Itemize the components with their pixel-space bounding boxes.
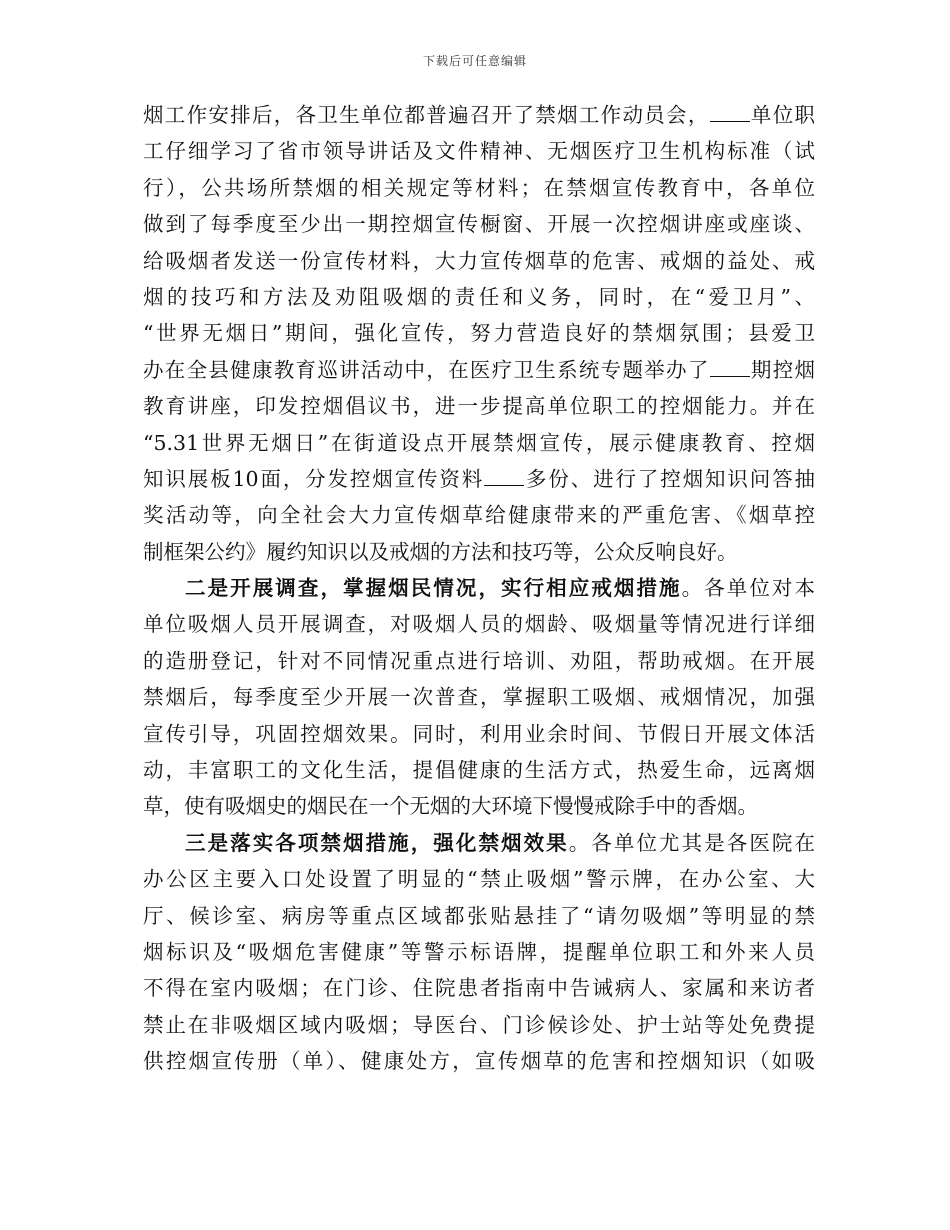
text-segment: 多份、进行了控烟知识问答抽 xyxy=(524,466,816,491)
text-line: 奖活动等，向全社会大力宣传烟草给健康带来的严重危害、《烟草控 xyxy=(143,503,815,528)
text-line xyxy=(143,461,815,497)
text-line: 行），公共场所禁烟的相关规定等材料；在禁烟宣传教育中，各单位 xyxy=(143,175,815,200)
text-line: 单位吸烟人员开展调查，对吸烟人员的烟龄、吸烟量等情况进行详细 xyxy=(143,612,815,637)
text-line: “世界无烟日”期间，强化宣传，努力营造良好的禁烟氛围；县爱卫 xyxy=(143,321,815,346)
blank-underline xyxy=(484,467,524,486)
text-segment: 期控烟 xyxy=(749,357,816,382)
text-segment: 。各单位对本 xyxy=(681,576,816,601)
text-line xyxy=(143,825,815,861)
paragraph-lead-heading: 二是开展调查，掌握烟民情况，实行相应戒烟措施 xyxy=(185,576,682,601)
text-segment: 单位职 xyxy=(749,103,816,127)
text-line xyxy=(143,352,815,388)
text-line: 给吸烟者发送一份宣传材料，大力宣传烟草的危害、戒烟的益处、戒 xyxy=(143,248,815,273)
text-line xyxy=(143,570,815,606)
document-body xyxy=(143,97,815,1080)
text-line: 动，丰富职工的文化生活，提倡健康的生活方式，热爱生命，远离烟 xyxy=(143,758,815,783)
text-line: 烟标识及“吸烟危害健康”等警示标语牌，提醒单位职工和外来人员 xyxy=(143,939,815,964)
text-line: 供控烟宣传册（单）、健康处方，宣传烟草的危害和控烟知识（如吸 xyxy=(143,1049,815,1074)
text-line: 工仔细学习了省市领导讲话及文件精神、无烟医疗卫生机构标准（试 xyxy=(143,139,815,164)
text-line: “5.31世界无烟日”在街道设点开展禁烟宣传，展示健康教育、控烟 xyxy=(143,430,815,455)
text-line: 的造册登记，针对不同情况重点进行培训、劝阻，帮助戒烟。在开展 xyxy=(143,648,815,673)
paragraph-lead-heading: 三是落实各项禁烟措施，强化禁烟效果 xyxy=(185,830,569,855)
text-segment: 办在全县健康教育巡讲活动中，在医疗卫生系统专题举办了 xyxy=(143,357,710,382)
text-line: 做到了每季度至少出一期控烟宣传橱窗、开展一次控烟讲座或座谈、 xyxy=(143,212,815,237)
text-line xyxy=(143,97,815,133)
blank-underline xyxy=(710,103,750,122)
text-segment: 。各单位尤其是各医院在 xyxy=(568,830,816,855)
blank-underline xyxy=(710,358,750,377)
text-segment: 烟工作安排后，各卫生单位都普遍召开了禁烟工作动员会， xyxy=(143,103,710,127)
text-line: 禁烟后，每季度至少开展一次普查，掌握职工吸烟、戒烟情况，加强 xyxy=(143,685,815,710)
text-line: 烟的技巧和方法及劝阻吸烟的责任和义务，同时，在“爱卫月”、 xyxy=(143,284,815,309)
text-line: 宣传引导，巩固控烟效果。同时，利用业余时间、节假日开展文体活 xyxy=(143,721,815,746)
text-line: 制框架公约》履约知识以及戒烟的方法和技巧等，公众反响良好。 xyxy=(143,539,738,564)
page-header-note: 下载后可任意编辑 xyxy=(422,54,527,68)
text-line: 办公区主要入口处设置了明显的“禁止吸烟”警示牌，在办公室、大 xyxy=(143,867,815,892)
text-line: 教育讲座，印发控烟倡议书，进一步提高单位职工的控烟能力。并在 xyxy=(143,394,815,419)
text-line: 草，使有吸烟史的烟民在一个无烟的大环境下慢慢戒除手中的香烟。 xyxy=(143,794,758,819)
text-line: 禁止在非吸烟区域内吸烟；导医台、门诊候诊处、护士站等处免费提 xyxy=(143,1012,815,1037)
text-line: 不得在室内吸烟；在门诊、住院患者指南中告诫病人、家属和来访者 xyxy=(143,976,815,1001)
text-segment: 知识展板10面，分发控烟宣传资料 xyxy=(143,466,485,491)
text-line: 厅、候诊室、病房等重点区域都张贴悬挂了“请勿吸烟”等明显的禁 xyxy=(143,903,815,928)
